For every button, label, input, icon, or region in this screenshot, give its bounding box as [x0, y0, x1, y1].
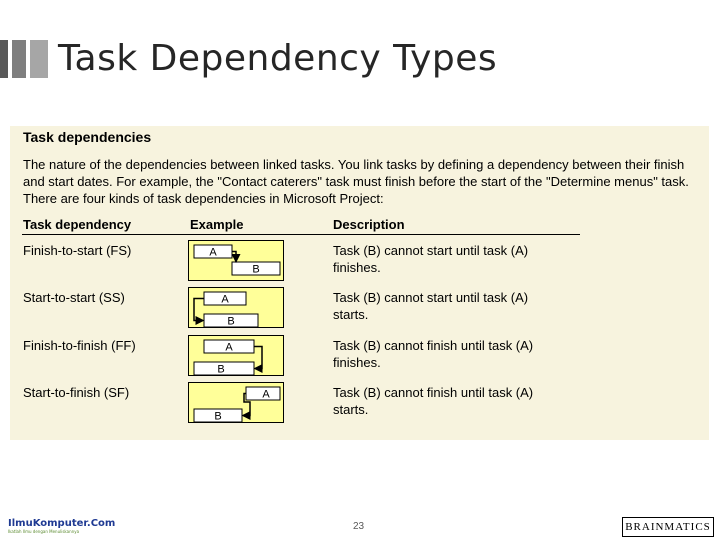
dependency-type-ss: Start-to-start (SS)	[23, 290, 125, 305]
diagram-start-to-finish	[188, 382, 284, 428]
description-ff: Task (B) cannot finish until task (A) finishes.	[333, 338, 534, 370]
diagram-start-to-start	[188, 287, 284, 333]
task-b-label: B	[227, 315, 235, 328]
column-header-task-dependency: Task dependency	[23, 217, 132, 232]
description-sf: Task (B) cannot finish until task (A) starts.	[333, 385, 534, 417]
task-b-label: B	[252, 263, 260, 276]
task-a-label: A	[225, 341, 233, 354]
dependency-type-sf: Start-to-finish (SF)	[23, 385, 130, 400]
task-b-label: B	[214, 410, 222, 423]
diagram-finish-to-start	[188, 240, 284, 286]
panel-heading: Task dependencies	[23, 129, 152, 145]
header-divider	[22, 234, 580, 235]
footer-logo	[8, 518, 115, 534]
column-header-description: Description	[333, 217, 405, 232]
dependency-type-ff: Finish-to-finish (FF)	[23, 338, 136, 353]
footer-logo-tagline: Ikatlah Ilmu dengan Menuliskannya	[8, 529, 80, 534]
description-ss: Task (B) cannot start until task (A) starts.	[333, 290, 529, 322]
column-header-example: Example	[190, 217, 244, 232]
task-b-label: B	[217, 363, 225, 376]
dependency-type-fs: Finish-to-start (FS)	[23, 243, 132, 258]
brand-logo: BRAINMATICS	[622, 517, 714, 537]
description-fs: Task (B) cannot start until task (A) finishes.	[333, 243, 529, 275]
task-a-label: A	[209, 246, 217, 259]
page-number: 23	[353, 521, 365, 532]
slide-title: Task Dependency Types	[58, 38, 498, 79]
title-accent-bars	[0, 40, 50, 78]
intro-paragraph: The nature of the dependencies between linked tasks. You link tasks by defining a dependency between their finish and start dates. For example, the "Contact caterers" task must finish before the start of the "Determine menus" task. There are four kinds of task dependencies in Microsoft Project:	[23, 157, 689, 206]
task-a-label: A	[221, 293, 229, 306]
diagram-finish-to-finish	[188, 335, 284, 381]
task-a-label: A	[262, 388, 270, 401]
footer-logo-text: IlmuKomputer.Com	[8, 518, 116, 529]
